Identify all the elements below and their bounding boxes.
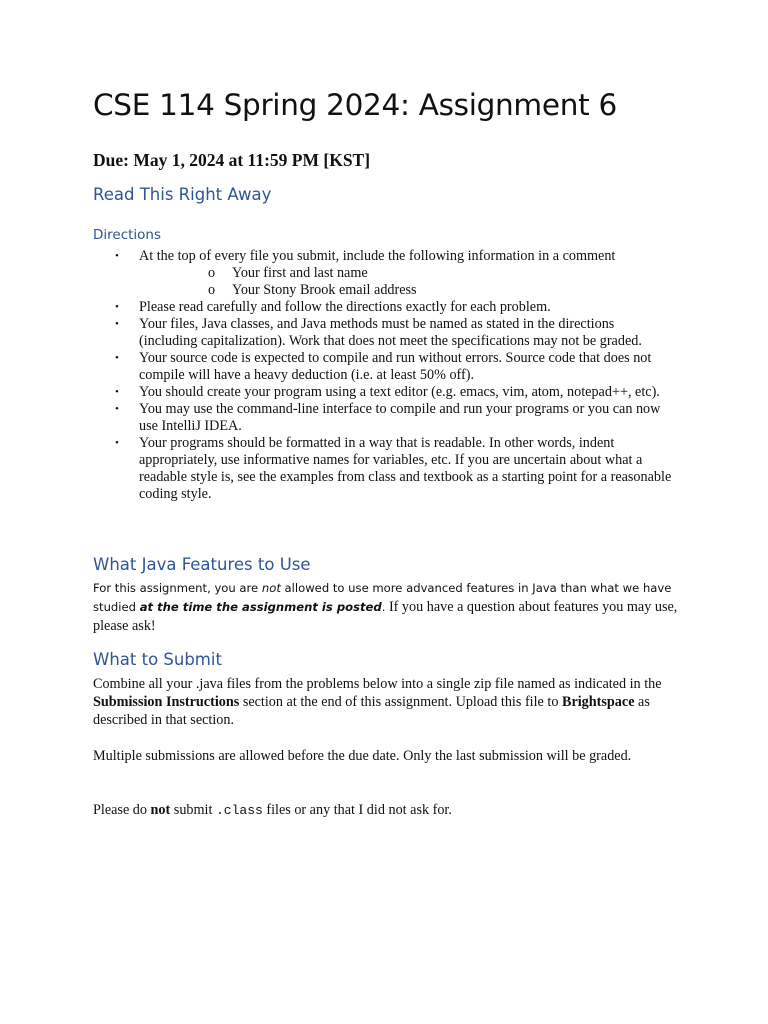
features-text-b: allowed to use more advanced features in Java than what we have studied	[93, 581, 672, 614]
page-title: CSE 114 Spring 2024: Assignment 6	[93, 88, 617, 122]
submission-instructions-label: Submission Instructions	[93, 694, 240, 710]
submit-p3-text-c: files or any that I did not ask for.	[262, 802, 452, 818]
submit-p3-text-b: submit	[170, 802, 216, 818]
list-item	[93, 248, 673, 299]
due-date: Due: May 1, 2024 at 11:59 PM [KST]	[93, 150, 371, 170]
list-item	[93, 316, 673, 350]
features-text-d: If you have a question about features you may use, please ask!	[93, 599, 678, 634]
sub-list-item	[139, 265, 673, 282]
features-time-posted: at the time the assignment is posted	[139, 600, 382, 614]
list-item-text: Your source code is expected to compile and run without errors. Source code that does not compile will have a heavy deduction (i.e. at least 50% off).	[139, 350, 652, 383]
list-item-text: Your files, Java classes, and Java methods must be named as stated in the directions (including capitalization). Work that does not meet the specifications may not be graded.	[139, 316, 642, 349]
sub-list-item	[139, 282, 673, 299]
directions-list	[93, 248, 673, 503]
features-text-c: .	[381, 600, 386, 614]
list-item	[93, 401, 673, 435]
sub-list-item-text: Your Stony Brook email address	[232, 282, 417, 298]
class-file-code: .class	[215, 803, 263, 818]
heading-what-to-submit: What to Submit	[93, 650, 222, 669]
features-not: not	[261, 581, 281, 595]
sub-bullet-icon: o	[208, 265, 216, 281]
bullet-icon: •	[115, 301, 119, 313]
list-item-text: At the top of every file you submit, include the following information in a comment	[139, 248, 616, 264]
submit-paragraph-2: Multiple submissions are allowed before the due date. Only the last submission will be graded.	[93, 748, 632, 764]
heading-directions: Directions	[93, 227, 162, 243]
submit-p3-not: not	[150, 802, 171, 818]
list-item-text: You should create your program using a text editor (e.g. emacs, vim, atom, notepad++, etc).	[139, 384, 660, 400]
list-item-text: Please read carefully and follow the directions exactly for each problem.	[139, 299, 551, 315]
heading-read-this-right-away: Read This Right Away	[93, 185, 272, 204]
bullet-icon: •	[115, 352, 119, 364]
heading-java-features: What Java Features to Use	[93, 555, 311, 574]
features-text-a: For this assignment, you are	[93, 581, 262, 595]
submit-p3-text-a: Please do	[93, 802, 151, 818]
submit-text-b: section at the end of this assignment. Upload this file to	[239, 694, 562, 710]
list-item	[93, 299, 673, 316]
submit-paragraph-3	[93, 801, 683, 820]
sub-list	[139, 265, 673, 299]
bullet-icon: •	[115, 437, 119, 449]
sub-bullet-icon: o	[208, 282, 216, 298]
bullet-icon: •	[115, 386, 119, 398]
list-item	[93, 384, 673, 401]
bullet-icon: •	[115, 250, 119, 262]
list-item	[93, 435, 673, 503]
sub-list-item-text: Your first and last name	[232, 265, 368, 281]
bullet-icon: •	[115, 318, 119, 330]
features-paragraph	[93, 579, 683, 636]
brightspace-label: Brightspace	[561, 694, 635, 710]
submit-text-a: Combine all your .java files from the problems below into a single zip file named as indicated in the	[93, 676, 662, 692]
list-item-text: Your programs should be formatted in a way that is readable. In other words, indent appropriately, use informative names for variables, etc. If you are uncertain about what a readable style is, see the examples from class and textbook as a starting point for a reasonable coding style.	[139, 435, 672, 502]
list-item	[93, 350, 673, 384]
list-item-text: You may use the command-line interface to compile and run your programs or you can now use IntelliJ IDEA.	[139, 401, 661, 434]
submit-paragraph-1	[93, 675, 683, 729]
bullet-icon: •	[115, 403, 119, 415]
submit-text-c: as described in that section.	[93, 694, 650, 728]
